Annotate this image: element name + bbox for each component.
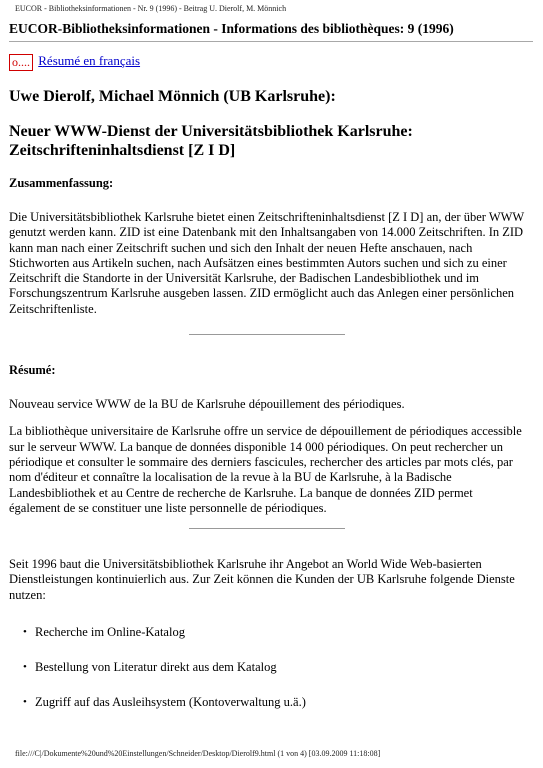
service-label: Recherche im Online-Katalog bbox=[35, 625, 185, 640]
section-divider bbox=[189, 528, 345, 529]
french-summary-link[interactable]: Résumé en français bbox=[38, 53, 141, 68]
print-header: EUCOR - Bibliotheksinformationen - Nr. 9 (1996) - Beitrag U. Dierolf, M. Mönnich bbox=[15, 4, 287, 13]
home-link-box[interactable]: o.... bbox=[9, 54, 33, 71]
bullet-icon: • bbox=[23, 696, 27, 709]
list-item bbox=[23, 660, 525, 675]
intro-paragraph: Seit 1996 baut die Universitätsbibliothek Karlsruhe ihr Angebot an World Wide Web-basierten Dienstleistungen kontinuierlich aus. Zur Zeit können die Kunden der UB Karlsruhe folgende Dienste nutzen: bbox=[9, 557, 515, 602]
summary-paragraph: Die Universitätsbibliothek Karlsruhe bietet einen Zeitschrifteninhaltsdienst [Z I D] an, der über WWW genutzt werden kann. ZID ist eine Datenbank mit den Inhaltsangaben von 14.000 Zeitschriften. In ZID kann man nach einer Zeitschrift suchen und sich den Inhalt der neuen Hefte anschauen, nach Stichworten aus Artikeln suchen, nach Aufsätzen eines bestimmten Autors suchen und sich zu einer Zeitschrift die Standorte in der Universität Karlsruhe, der Badischen Landesbibliothek und im Forschungszentrum Karlsruhe ausgeben lassen. ZID ermöglicht auch das Anlegen einer persönlichen Zeitschriftenliste. bbox=[9, 210, 525, 316]
list-item bbox=[23, 695, 525, 710]
article-title: Neuer WWW-Dienst der Universitätsbibliothek Karlsruhe: Zeitschrifteninhaltsdienst [Z I D] bbox=[9, 123, 413, 159]
resume-paragraph: La bibliothèque universitaire de Karlsruhe offre un service de dépouillement de périodiques accessible sur le serveur WWW. La banque de données disponible 14 000 périodiques. On peut rechercher un périodique et consulter le sommaire des derniers fascicules, rechercher des articles par mots clés, par nom d'éditeur et connaître la localisation de la revue à la BU de Karlsruhe, à la Badische Landesbibliothek et au Centre de recherche de Karlsruhe. La banque de données ZID permet également de se constituer une liste personnelle de périodiques. bbox=[9, 424, 522, 515]
resume-heading: Résumé: bbox=[9, 363, 56, 378]
bullet-icon: • bbox=[23, 626, 27, 639]
service-label: Bestellung von Literatur direkt aus dem Katalog bbox=[35, 660, 277, 675]
resume-subtitle: Nouveau service WWW de la BU de Karlsruhe dépouillement des périodiques. bbox=[9, 397, 405, 412]
service-label: Zugriff auf das Ausleihsystem (Kontoverwaltung u.ä.) bbox=[35, 695, 306, 710]
language-bar bbox=[9, 53, 140, 71]
list-item bbox=[23, 625, 525, 640]
article-content bbox=[9, 88, 525, 730]
article-authors: Uwe Dierolf, Michael Mönnich (UB Karlsruhe): bbox=[9, 88, 336, 105]
summary-heading: Zusammenfassung: bbox=[9, 176, 114, 190]
section-divider bbox=[189, 334, 345, 335]
services-list bbox=[9, 625, 525, 710]
site-title: EUCOR-Bibliotheksinformationen - Informations des bibliothèques: 9 (1996) bbox=[9, 21, 533, 42]
print-footer: file:///C|/Dokumente%20und%20Einstellungen/Schneider/Desktop/Dierolf9.html (1 von 4) [03.09.2009 11:18:08] bbox=[15, 749, 381, 758]
bullet-icon: • bbox=[23, 661, 27, 674]
